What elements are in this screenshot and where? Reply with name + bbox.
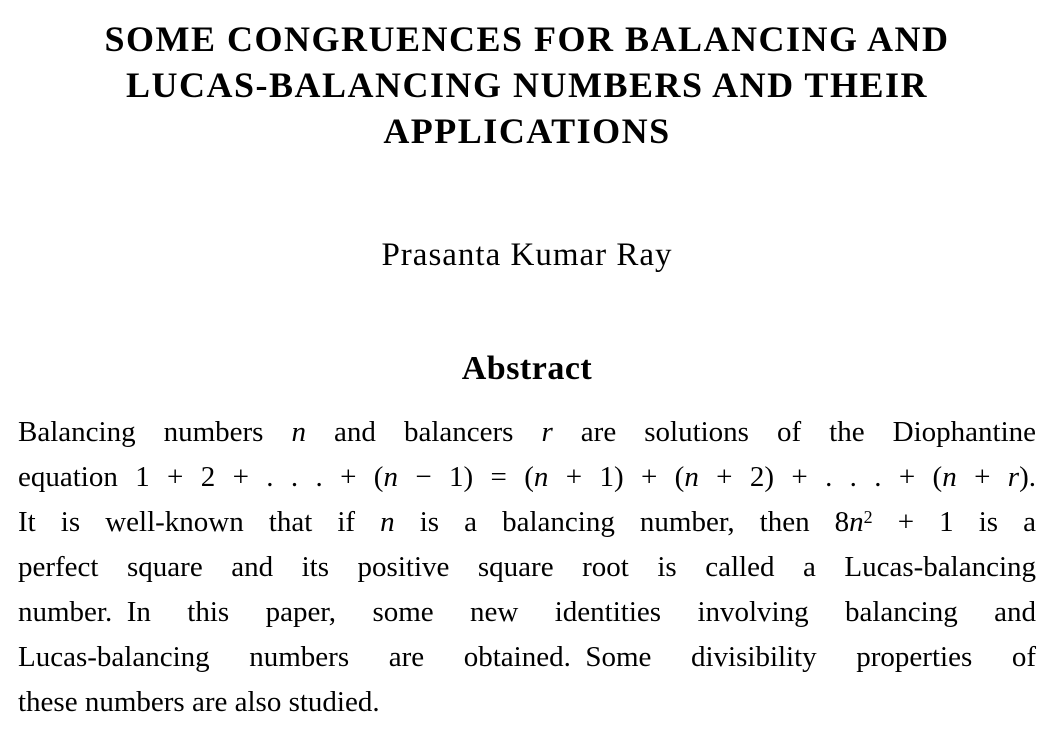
text-run: + 1) + ( (548, 461, 685, 493)
abstract-paragraph (18, 410, 1036, 725)
math-var-n: n (684, 461, 699, 493)
math-var-n: n (533, 461, 549, 493)
math-var-n: n (849, 506, 864, 538)
paper-title (0, 16, 1054, 154)
text-run: + 2) + . . . + ( (698, 461, 943, 493)
math-var-r: r (1007, 461, 1020, 493)
abstract-line-5 (18, 590, 1036, 635)
author-name: Prasanta Kumar Ray (381, 237, 673, 273)
text-run: are solutions of the Diophantine (552, 416, 1037, 448)
text-run: It is well-known that if (18, 506, 381, 538)
text-run: ). (1019, 461, 1037, 493)
title-line-3: APPLICATIONS (383, 111, 671, 151)
abstract-line-7 (18, 680, 1036, 725)
abstract-line-6 (18, 635, 1036, 680)
text-run: + (956, 461, 1008, 493)
title-line-1: SOME CONGRUENCES FOR BALANCING AND (104, 19, 950, 59)
text-run: − 1) = ( (397, 461, 534, 493)
text-run: Balancing numbers (18, 416, 292, 448)
text-run: and balancers (306, 416, 542, 448)
text-run: perfect square and its positive square root is called a Lucas-balancing (18, 551, 1036, 583)
math-superscript-2: 2 (863, 506, 873, 527)
math-var-n: n (383, 461, 398, 493)
text-run: these numbers are also studied. (18, 686, 380, 718)
abstract-heading: Abstract (461, 350, 593, 387)
abstract-line-1 (18, 410, 1036, 455)
text-run: + 1 is a (872, 506, 1036, 538)
math-var-n: n (942, 461, 957, 493)
math-var-r: r (541, 416, 553, 448)
text-run: is a balancing number, then 8 (394, 506, 850, 538)
text-run: number. In this paper, some new identities involving balancing and (18, 596, 1036, 628)
math-var-n: n (380, 506, 395, 538)
abstract-line-4 (18, 545, 1036, 590)
text-run: Lucas-balancing numbers are obtained. Some divisibility properties of (18, 641, 1036, 673)
abstract-line-2 (18, 455, 1036, 500)
abstract-line-3 (18, 500, 1036, 545)
title-line-2: LUCAS-BALANCING NUMBERS AND THEIR (126, 65, 928, 105)
text-run: equation 1 + 2 + . . . + ( (18, 461, 384, 493)
math-var-n: n (291, 416, 307, 448)
